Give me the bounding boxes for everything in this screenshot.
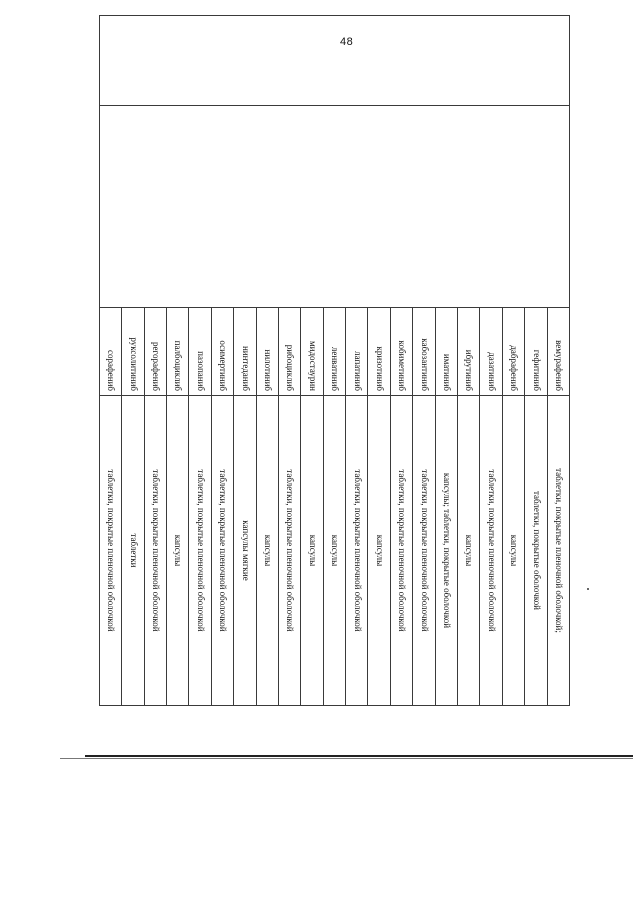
drug-name-cell: дабрафениб — [502, 308, 524, 396]
code-cell — [166, 16, 188, 106]
group-cell — [390, 106, 412, 308]
code-cell — [189, 16, 211, 106]
table-row — [144, 16, 166, 706]
dosage-form-cell: капсулы — [256, 396, 278, 706]
table-row — [99, 16, 121, 706]
table-row — [435, 16, 457, 706]
drug-name-cell: палбоциклиб — [166, 308, 188, 396]
dosage-form-cell: таблетки, покрытые пленочной оболочкой — [278, 396, 300, 706]
dosage-form-cell: капсулы — [166, 396, 188, 706]
code-cell — [234, 16, 256, 106]
table-row — [323, 16, 345, 706]
dosage-form-cell: капсулы мягкие — [234, 396, 256, 706]
table-row — [480, 16, 502, 706]
drug-name-cell: гефитиниб — [525, 308, 547, 396]
dosage-form-cell: капсулы — [301, 396, 323, 706]
group-cell — [368, 106, 390, 308]
group-cell — [256, 106, 278, 308]
dosage-form-cell: капсулы — [368, 396, 390, 706]
group-cell — [435, 106, 457, 308]
group-cell — [502, 106, 524, 308]
code-cell — [144, 16, 166, 106]
dosage-form-cell: капсулы — [323, 396, 345, 706]
code-cell — [99, 16, 121, 106]
dosage-form-cell: таблетки, покрытые пленочной оболочкой — [346, 396, 368, 706]
table-row — [458, 16, 480, 706]
code-cell — [413, 16, 435, 106]
group-cell — [234, 106, 256, 308]
group-cell — [144, 106, 166, 308]
footer-rule-thin — [60, 758, 633, 759]
group-cell — [278, 106, 300, 308]
drug-name-cell: дазатиниб — [480, 308, 502, 396]
code-cell — [278, 16, 300, 106]
group-cell — [301, 106, 323, 308]
table-row — [278, 16, 300, 706]
code-cell — [502, 16, 524, 106]
group-cell — [189, 106, 211, 308]
code-cell — [547, 16, 569, 106]
table-row — [211, 16, 233, 706]
group-cell — [547, 106, 569, 308]
dosage-form-cell: капсулы; таблетки, покрытые оболочкой — [435, 396, 457, 706]
drug-name-cell: сорафениб — [99, 308, 121, 396]
table-row — [346, 16, 368, 706]
table-row — [189, 16, 211, 706]
drug-table — [99, 15, 570, 706]
dosage-form-cell: таблетки, покрытые пленочной оболочкой — [144, 396, 166, 706]
drug-name-cell: осимертиниб — [211, 308, 233, 396]
group-cell — [166, 106, 188, 308]
code-cell — [390, 16, 412, 106]
code-cell — [368, 16, 390, 106]
table-row — [256, 16, 278, 706]
group-cell — [458, 106, 480, 308]
table-row — [234, 16, 256, 706]
footer-rule — [85, 755, 633, 757]
group-cell — [211, 106, 233, 308]
group-cell — [346, 106, 368, 308]
table-row — [547, 16, 569, 706]
drug-name-cell: руксолитиниб — [122, 308, 144, 396]
dosage-form-cell: капсулы — [458, 396, 480, 706]
dosage-form-cell: таблетки — [122, 396, 144, 706]
group-cell — [99, 106, 121, 308]
code-cell — [480, 16, 502, 106]
drug-name-cell: рибоциклиб — [278, 308, 300, 396]
code-cell — [211, 16, 233, 106]
code-cell — [346, 16, 368, 106]
code-cell — [323, 16, 345, 106]
table-row — [166, 16, 188, 706]
code-cell — [122, 16, 144, 106]
drug-table-body — [99, 16, 569, 706]
group-cell — [525, 106, 547, 308]
group-cell — [480, 106, 502, 308]
drug-name-cell: кабозантиниб — [413, 308, 435, 396]
drug-name-cell: кобиметиниб — [390, 308, 412, 396]
code-cell — [435, 16, 457, 106]
dosage-form-cell: таблетки, покрытые пленочной оболочкой — [189, 396, 211, 706]
drug-name-cell: ибрутиниб — [458, 308, 480, 396]
drug-name-cell: нинтеданиб — [234, 308, 256, 396]
drug-name-cell: кризотиниб — [368, 308, 390, 396]
drug-name-cell: ленватиниб — [323, 308, 345, 396]
drug-name-cell: вемурафениб — [547, 308, 569, 396]
table-row — [502, 16, 524, 706]
drug-name-cell: нилотиниб — [256, 308, 278, 396]
page-number: 48 — [340, 36, 354, 48]
drug-name-cell: регорафениб — [144, 308, 166, 396]
dosage-form-cell: таблетки, покрытые оболочкой — [525, 396, 547, 706]
group-cell — [122, 106, 144, 308]
dosage-form-cell: таблетки, покрытые пленочной оболочкой; — [547, 396, 569, 706]
code-cell — [458, 16, 480, 106]
dosage-form-cell: таблетки, покрытые пленочной оболочкой — [211, 396, 233, 706]
drug-name-cell: мидостаурин — [301, 308, 323, 396]
group-cell — [323, 106, 345, 308]
code-cell — [256, 16, 278, 106]
table-row — [413, 16, 435, 706]
drug-name-cell: пазопаниб — [189, 308, 211, 396]
dosage-form-cell: таблетки, покрытые пленочной оболочкой — [99, 396, 121, 706]
rotated-content — [100, 15, 570, 705]
table-row — [368, 16, 390, 706]
dosage-form-cell: таблетки, покрытые пленочной оболочкой — [390, 396, 412, 706]
code-cell — [301, 16, 323, 106]
dosage-form-cell: капсулы — [502, 396, 524, 706]
group-cell — [413, 106, 435, 308]
drug-name-cell: иматиниб — [435, 308, 457, 396]
table-row — [301, 16, 323, 706]
table-row — [390, 16, 412, 706]
code-cell — [525, 16, 547, 106]
dosage-form-cell: таблетки, покрытые пленочной оболочкой — [413, 396, 435, 706]
dosage-form-cell: таблетки, покрытые пленочной оболочкой — [480, 396, 502, 706]
table-row — [525, 16, 547, 706]
scan-speck — [587, 588, 589, 590]
drug-name-cell: лапатиниб — [346, 308, 368, 396]
table-row — [122, 16, 144, 706]
